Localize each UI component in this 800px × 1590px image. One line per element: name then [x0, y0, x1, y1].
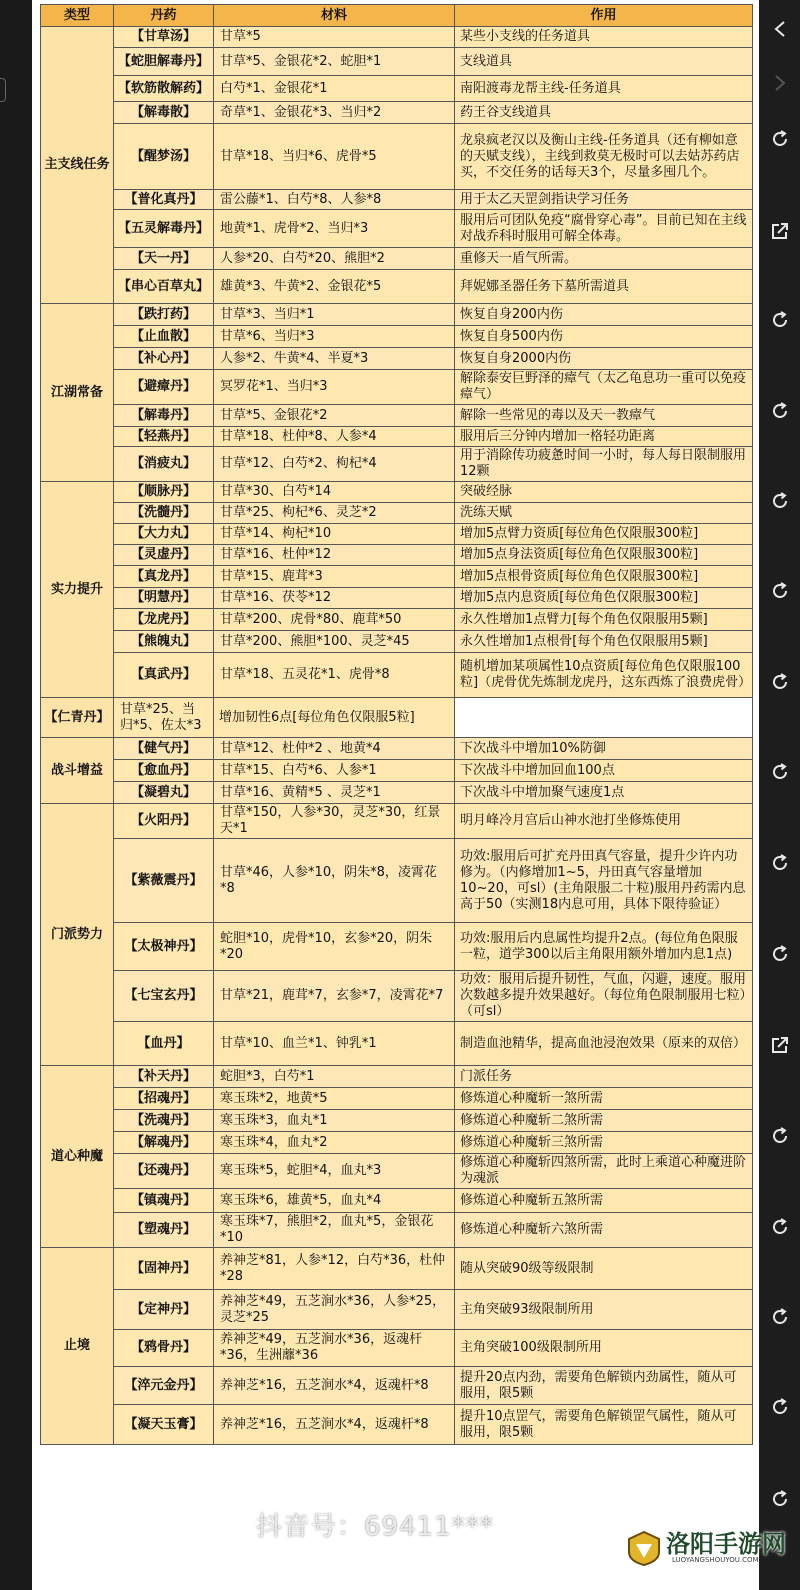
header-type: 类型: [41, 5, 114, 27]
material-cell: 蛇胆*10，虎骨*10，玄参*20，阴朱*20: [214, 923, 455, 971]
pill-name: 【淬元金丹】: [114, 1367, 214, 1405]
material-cell: 甘草*10、血兰*1、钟乳*1: [214, 1022, 455, 1066]
forward-icon[interactable]: [765, 68, 794, 97]
effect-cell: 增加5点身法资质[每位角色仅限服300粒]: [455, 545, 753, 566]
effect-cell: 南阳渡毒龙帮主线-任务道具: [455, 76, 753, 102]
effect-cell: 服用后三分钟内增加一格轻功距离: [455, 427, 753, 447]
material-cell: 甘草*12、白芍*2、枸杞*4: [214, 447, 455, 482]
table-row: [41, 631, 753, 653]
watermark: [228, 1506, 494, 1543]
tiktok-note-icon: [228, 1513, 250, 1539]
table-row: [41, 545, 753, 566]
effect-cell: 修炼道心种魔斩四煞所需，此时上乘道心种魔进阶为魂派: [455, 1154, 753, 1189]
table-row: [41, 270, 753, 304]
material-cell: 甘草*150，人参*30，灵芝*30，红景天*1: [214, 804, 455, 839]
effect-cell: 增加韧性6点[每位角色仅限服5粒]: [214, 698, 455, 738]
material-cell: 养神芝*16，五芝涧水*4，返魂杆*8: [214, 1405, 455, 1445]
logo-subtitle: LUOYANGSHOUYOU.COM: [672, 1556, 759, 1564]
empty-cell: [455, 698, 753, 738]
pill-name: 【洗魂丹】: [114, 1110, 214, 1132]
edge-handle[interactable]: [0, 78, 6, 102]
table-row: [41, 304, 753, 326]
category-cell: 门派势力: [41, 804, 114, 1066]
refresh-icon[interactable]: [765, 1392, 794, 1421]
refresh-icon[interactable]: [765, 305, 794, 334]
effect-cell: 恢复自身500内伤: [455, 326, 753, 348]
category-cell: 实力提升: [41, 482, 114, 698]
material-cell: 寒玉珠*3，血丸*1: [214, 1110, 455, 1132]
pill-name: 【明慧丹】: [114, 588, 214, 609]
refresh-icon[interactable]: [765, 576, 794, 605]
material-cell: 奇草*1、金银花*3、当归*2: [214, 102, 455, 124]
material-cell: 养神芝*81，人参*12，白芍*36，杜仲*28: [214, 1248, 455, 1290]
pill-name: 【塑魂丹】: [114, 1213, 214, 1248]
effect-cell: 药王谷支线道具: [455, 102, 753, 124]
material-cell: 甘草*3、当归*1: [214, 304, 455, 326]
material-cell: 甘草*16、茯苓*12: [214, 588, 455, 609]
pill-name: 【甘草汤】: [114, 27, 214, 48]
material-cell: 寒玉珠*4，血丸*2: [214, 1132, 455, 1154]
pill-name: 【蛇胆解毒丹】: [114, 48, 214, 76]
effect-cell: 主角突破93级限制所用: [455, 1290, 753, 1330]
pill-name: 【还魂丹】: [114, 1154, 214, 1189]
share-icon[interactable]: [765, 216, 794, 245]
pill-name: 【补心丹】: [114, 348, 214, 370]
material-cell: 甘草*15、鹿茸*3: [214, 566, 455, 588]
material-cell: 养神芝*49，五芝涧水*36，人参*25，灵芝*25: [214, 1290, 455, 1330]
header-row: [41, 5, 753, 27]
table-row: [41, 1088, 753, 1110]
pill-name: 【补天丹】: [114, 1066, 214, 1088]
material-cell: 甘草*25、枸杞*6、灵芝*2: [214, 503, 455, 524]
left-window-edge: [0, 0, 32, 1590]
header-material: 材料: [214, 5, 455, 27]
pill-recipe-table: [40, 4, 753, 1445]
effect-cell: 随从突破90级等级限制: [455, 1248, 753, 1290]
material-cell: 甘草*5、金银花*2、蛇胆*1: [214, 48, 455, 76]
material-cell: 寒玉珠*2，地黄*5: [214, 1088, 455, 1110]
pill-name: 【跌打药】: [114, 304, 214, 326]
pill-name: 【龙虎丹】: [114, 609, 214, 631]
logo-title: 洛阳手游网: [666, 1530, 786, 1558]
pill-name: 【解毒丹】: [114, 405, 214, 427]
table-row: [41, 971, 753, 1022]
table-row: [41, 190, 753, 210]
pill-name: 【止血散】: [114, 326, 214, 348]
refresh-icon[interactable]: [765, 486, 794, 515]
material-cell: 寒玉珠*7，熊胆*2，血丸*5，金银花*10: [214, 1213, 455, 1248]
pill-name: 【七宝玄丹】: [114, 971, 214, 1022]
material-cell: 白芍*1、金银花*1: [214, 76, 455, 102]
table-row: [41, 124, 753, 190]
refresh-icon[interactable]: [765, 757, 794, 786]
pill-name: 【愈血丹】: [114, 760, 214, 782]
material-cell: 寒玉珠*6，雄黄*5，血丸*4: [214, 1189, 455, 1213]
pill-name: 【仁青丹】: [41, 698, 114, 738]
pill-name: 【顺脉丹】: [114, 482, 214, 503]
table-row: [41, 1022, 753, 1066]
category-cell: 道心种魔: [41, 1066, 114, 1248]
pill-name: 【凝碧丸】: [114, 782, 214, 804]
material-cell: 甘草*18、当归*6、虎骨*5: [214, 124, 455, 190]
effect-cell: 修炼道心种魔斩三煞所需: [455, 1132, 753, 1154]
table-row: [41, 839, 753, 923]
pill-name: 【真武丹】: [114, 653, 214, 698]
effect-cell: 下次战斗中增加聚气速度1点: [455, 782, 753, 804]
table-row: [41, 348, 753, 370]
refresh-icon[interactable]: [765, 1484, 794, 1513]
pill-name: 【解魂丹】: [114, 1132, 214, 1154]
header-effect: 作用: [455, 5, 753, 27]
refresh-icon[interactable]: [765, 1121, 794, 1150]
table-row: [41, 804, 753, 839]
effect-cell: 永久性增加1点臂力[每个角色仅限服用5颗]: [455, 609, 753, 631]
effect-cell: 重修天一盾气所需。: [455, 248, 753, 270]
material-cell: 甘草*30、白芍*14: [214, 482, 455, 503]
category-cell: 主支线任务: [41, 27, 114, 304]
pill-name: 【软筋散解药】: [114, 76, 214, 102]
material-cell: 甘草*14、枸杞*10: [214, 524, 455, 545]
table-row: [41, 102, 753, 124]
pill-name: 【普化真丹】: [114, 190, 214, 210]
table-row: [41, 1330, 753, 1367]
refresh-icon[interactable]: [765, 848, 794, 877]
material-cell: 甘草*21，鹿茸*7，玄参*7，凌霄花*7: [214, 971, 455, 1022]
pill-name: 【醒梦汤】: [114, 124, 214, 190]
material-cell: 甘草*16、杜仲*12: [214, 545, 455, 566]
material-cell: 甘草*25、当归*5、佐太*3: [114, 698, 214, 738]
pill-name: 【洗髓丹】: [114, 503, 214, 524]
table-row: [41, 1189, 753, 1213]
table-row: [41, 427, 753, 447]
material-cell: 甘草*46，人参*10，阴朱*8，凌霄花*8: [214, 839, 455, 923]
table-body: [41, 27, 753, 1445]
effect-cell: 提升10点罡气，需要角色解锁罡气属性，随从可服用，限5颗: [455, 1405, 753, 1445]
pill-name: 【太极神丹】: [114, 923, 214, 971]
refresh-icon[interactable]: [765, 939, 794, 968]
browser-side-toolbar: [759, 0, 800, 1590]
table-row: [41, 653, 753, 698]
material-cell: 甘草*12、杜仲*2 、地黄*4: [214, 738, 455, 760]
refresh-icon[interactable]: [765, 1212, 794, 1241]
table-row: [41, 1290, 753, 1330]
material-cell: 甘草*6、当归*3: [214, 326, 455, 348]
table-row: [41, 1405, 753, 1445]
pill-name: 【凝天玉膏】: [114, 1405, 214, 1445]
effect-cell: 修炼道心种魔斩二煞所需: [455, 1110, 753, 1132]
pill-name: 【招魂丹】: [114, 1088, 214, 1110]
table-row: [41, 588, 753, 609]
effect-cell: 服用后可团队免疫“腐骨穿心毒”。目前已知在主线对战乔科时服用可解全体毒。: [455, 210, 753, 248]
effect-cell: 明月峰冷月宫后山神水池打坐修炼使用: [455, 804, 753, 839]
refresh-icon[interactable]: [765, 124, 794, 153]
pill-name: 【火阳丹】: [114, 804, 214, 839]
material-cell: 甘草*18、五灵花*1、虎骨*8: [214, 653, 455, 698]
pill-name: 【紫薇震丹】: [114, 839, 214, 923]
pill-name: 【镇魂丹】: [114, 1189, 214, 1213]
table-row: [41, 609, 753, 631]
effect-cell: 主角突破100级限制所用: [455, 1330, 753, 1367]
effect-cell: 下次战斗中增加回血100点: [455, 760, 753, 782]
effect-cell: 支线道具: [455, 48, 753, 76]
table-row: [41, 566, 753, 588]
table-row: [41, 482, 753, 503]
effect-cell: 龙泉疯老汉以及衡山主线-任务道具（还有柳如意的天赋支线），主线到救莫无极时可以去姑苏药店买，不交任务的话每天3个，尽量多囤几个。: [455, 124, 753, 190]
table-row: [41, 1132, 753, 1154]
table-row: [41, 27, 753, 48]
effect-cell: 修炼道心种魔斩六煞所需: [455, 1213, 753, 1248]
effect-cell: 用于太乙天罡剑指诀学习任务: [455, 190, 753, 210]
logo-emblem-icon: [626, 1530, 662, 1566]
back-icon[interactable]: [765, 14, 794, 43]
table-row: [41, 1066, 753, 1088]
effect-cell: 拜妮娜圣器任务下墓所需道具: [455, 270, 753, 304]
table-row: [41, 447, 753, 482]
effect-cell: 制造血池精华，提高血池浸泡效果（原来的双倍）: [455, 1022, 753, 1066]
material-cell: 冥罗花*1、当归*3: [214, 370, 455, 405]
material-cell: 寒玉珠*5，蛇胆*4，血丸*3: [214, 1154, 455, 1189]
table-row: [41, 923, 753, 971]
material-cell: 甘草*200、虎骨*80、鹿茸*50: [214, 609, 455, 631]
table-row: [41, 782, 753, 804]
material-cell: 甘草*15、白芍*6、人参*1: [214, 760, 455, 782]
table-row: [41, 326, 753, 348]
pill-name: 【五灵解毒丹】: [114, 210, 214, 248]
category-cell: 战斗增益: [41, 738, 114, 804]
effect-cell: 突破经脉: [455, 482, 753, 503]
pill-name: 【固神丹】: [114, 1248, 214, 1290]
table-row: [41, 524, 753, 545]
table-row: [41, 405, 753, 427]
table-row: [41, 1154, 753, 1189]
table-row: [41, 76, 753, 102]
effect-cell: 修炼道心种魔斩一煞所需: [455, 1088, 753, 1110]
pill-name: 【消疲丸】: [114, 447, 214, 482]
effect-cell: 解除一些常见的毒以及天一教瘴气: [455, 405, 753, 427]
effect-cell: 提升20点内劲，需要角色解锁内劲属性，随从可服用，限5颗: [455, 1367, 753, 1405]
refresh-icon[interactable]: [765, 1302, 794, 1331]
effect-cell: 某些小支线的任务道具: [455, 27, 753, 48]
material-cell: 人参*2、牛黄*4、半夏*3: [214, 348, 455, 370]
effect-cell: 修炼道心种魔斩五煞所需: [455, 1189, 753, 1213]
table-row: [41, 370, 753, 405]
table-row: [41, 1248, 753, 1290]
pill-name: 【健气丹】: [114, 738, 214, 760]
pill-name: 【天一丹】: [114, 248, 214, 270]
effect-cell: 解除泰安巨野泽的瘴气（太乙龟息功一重可以免疫瘴气）: [455, 370, 753, 405]
effect-cell: 恢复自身2000内伤: [455, 348, 753, 370]
effect-cell: 功效:服用后内息属性均提升2点。(每位角色限服一粒，道学300以后主角限用额外增加内息1点): [455, 923, 753, 971]
table-row: [41, 1367, 753, 1405]
table-row: [41, 1213, 753, 1248]
effect-cell: 增加5点臂力资质[每位角色仅限服300粒]: [455, 524, 753, 545]
table-row: [41, 1110, 753, 1132]
pill-name: 【解毒散】: [114, 102, 214, 124]
material-cell: 甘草*5: [214, 27, 455, 48]
category-cell: 江湖常备: [41, 304, 114, 482]
material-cell: 养神芝*49，五芝涧水*36，返魂杆*36，生洲蘼*36: [214, 1330, 455, 1367]
refresh-icon[interactable]: [765, 396, 794, 425]
refresh-icon[interactable]: [765, 667, 794, 696]
pill-name: 【真龙丹】: [114, 566, 214, 588]
material-cell: 雷公藤*1、白芍*8、人参*8: [214, 190, 455, 210]
pill-name: 【灵虚丹】: [114, 545, 214, 566]
material-cell: 甘草*5、金银花*2: [214, 405, 455, 427]
effect-cell: 洗练天赋: [455, 503, 753, 524]
table-row: [41, 503, 753, 524]
effect-cell: 功效:服用后可扩充丹田真气容量，提升少许内功修为。（内修增加1~5，丹田真气容量增加10~20，可sl）(主角限服二十粒)服用丹药需内息高于50（实测18内息可用，具体下限待验证）: [455, 839, 753, 923]
effect-cell: 恢复自身200内伤: [455, 304, 753, 326]
pill-name: 【血丹】: [114, 1022, 214, 1066]
material-cell: 甘草*200、熊胆*100、灵芝*45: [214, 631, 455, 653]
material-cell: 甘草*18、杜仲*8、人参*4: [214, 427, 455, 447]
table-row: [41, 738, 753, 760]
material-cell: 甘草*16、黄精*5 、灵芝*1: [214, 782, 455, 804]
pill-name: 【熊魄丸】: [114, 631, 214, 653]
effect-cell: 用于消除传功疲惫时间一小时，每人每日限制服用12颗: [455, 447, 753, 482]
site-logo-badge: [626, 1522, 786, 1578]
effect-cell: 增加5点内息资质[每位角色仅限服300粒]: [455, 588, 753, 609]
material-cell: 雄黄*3、牛黄*2、金银花*5: [214, 270, 455, 304]
material-cell: 地黄*1、虎骨*2、当归*3: [214, 210, 455, 248]
watermark-text: 抖音号：69411***: [256, 1512, 494, 1542]
pill-name: 【定神丹】: [114, 1290, 214, 1330]
pill-name: 【串心百草丸】: [114, 270, 214, 304]
category-cell: 止境: [41, 1248, 114, 1445]
table-row: [41, 48, 753, 76]
effect-cell: 永久性增加1点根骨[每个角色仅限服用5颗]: [455, 631, 753, 653]
pill-name: 【轻燕丹】: [114, 427, 214, 447]
effect-cell: 功效：服用后提升韧性，气血，闪避，速度。服用次数越多提升效果越好。（每位角色限制服用七粒）（可sl）: [455, 971, 753, 1022]
material-cell: 养神芝*16，五芝涧水*4，返魂杆*8: [214, 1367, 455, 1405]
table-row: [41, 210, 753, 248]
table-row: [41, 248, 753, 270]
effect-cell: 随机增加某项属性10点资质[每位角色仅限服100粒]（虎骨优先炼制龙虎丹，这东西炼了浪费虎骨）: [455, 653, 753, 698]
header-pill: 丹药: [114, 5, 214, 27]
pill-name: 【大力丸】: [114, 524, 214, 545]
effect-cell: 门派任务: [455, 1066, 753, 1088]
effect-cell: 下次战斗中增加10%防御: [455, 738, 753, 760]
effect-cell: 增加5点根骨资质[每位角色仅限服300粒]: [455, 566, 753, 588]
pill-name: 【鸦骨丹】: [114, 1330, 214, 1367]
share-icon[interactable]: [765, 1030, 794, 1059]
material-cell: 人参*20、白芍*20、熊胆*2: [214, 248, 455, 270]
table-row: [41, 698, 753, 738]
table-row: [41, 760, 753, 782]
pill-name: 【避瘴丹】: [114, 370, 214, 405]
material-cell: 蛇胆*3，白芍*1: [214, 1066, 455, 1088]
